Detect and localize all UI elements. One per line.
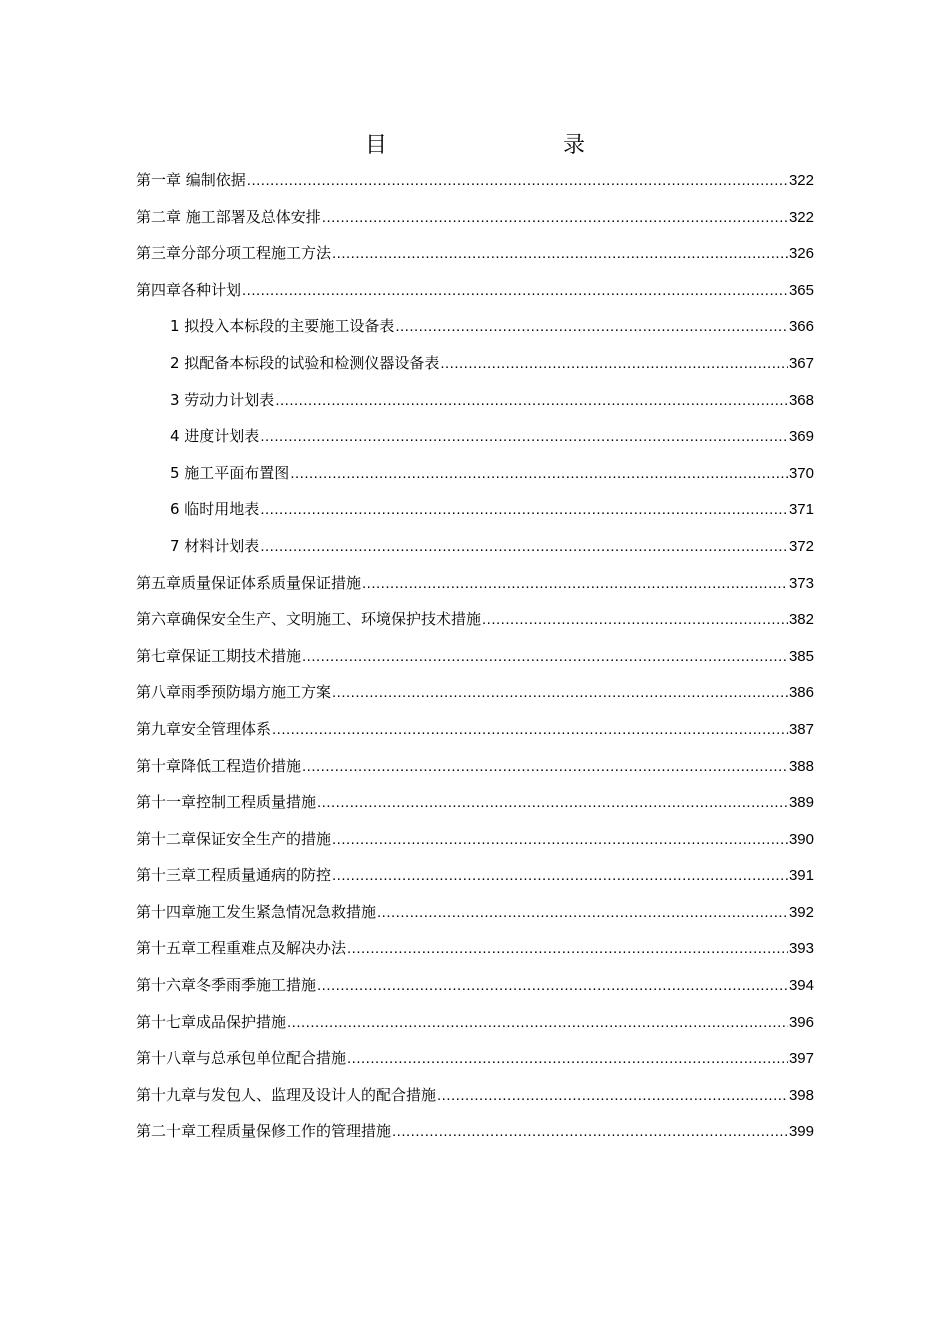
toc-entry-title: 第二十章工程质量保修工作的管理措施 <box>136 1122 392 1141</box>
toc-page-number: 368 <box>788 391 814 409</box>
toc-dot-leader <box>482 602 788 639</box>
toc-dot-leader <box>302 749 788 786</box>
toc-page-number: 388 <box>788 757 814 775</box>
toc-entry[interactable] <box>136 455 814 492</box>
toc-page-number: 365 <box>788 281 814 299</box>
toc-page-number: 387 <box>788 720 814 738</box>
toc-entry[interactable] <box>136 894 814 931</box>
toc-entry-title: 第十五章工程重难点及解决办法 <box>136 939 347 958</box>
toc-page-number: 371 <box>788 501 814 519</box>
toc-entry-title: 7 材料计划表 <box>170 536 260 555</box>
toc-entry[interactable] <box>136 1077 814 1114</box>
toc-dot-leader <box>317 785 788 822</box>
toc-entry-title: 6 临时用地表 <box>170 500 260 519</box>
toc-entry[interactable] <box>136 930 814 967</box>
toc-entry[interactable] <box>136 345 814 382</box>
toc-entry-title: 3 劳动力计划表 <box>170 390 275 409</box>
toc-entry-title: 5 施工平面布置图 <box>170 463 290 482</box>
toc-title: 目 录 <box>364 133 629 158</box>
toc-entry-title: 2 拟配备本标段的试验和检测仪器设备表 <box>170 353 440 372</box>
toc-entry-title: 第十九章与发包人、监理及设计人的配合措施 <box>136 1085 437 1104</box>
toc-dot-leader <box>302 639 788 676</box>
toc-page-number: 391 <box>788 867 814 885</box>
toc-dot-leader <box>260 492 788 529</box>
toc-list <box>136 162 814 1150</box>
toc-dot-leader <box>290 456 788 493</box>
toc-entry[interactable] <box>136 1004 814 1041</box>
toc-dot-leader <box>260 419 788 456</box>
toc-entry[interactable] <box>136 784 814 821</box>
toc-entry-title: 第十一章控制工程质量措施 <box>136 793 317 812</box>
toc-page-number: 394 <box>788 977 814 995</box>
toc-entry[interactable] <box>136 235 814 272</box>
toc-entry[interactable] <box>136 199 814 236</box>
toc-entry-title: 第十八章与总承包单位配合措施 <box>136 1049 347 1068</box>
toc-entry-title: 第十六章冬季雨季施工措施 <box>136 976 317 995</box>
toc-entry-title: 第八章雨季预防塌方施工方案 <box>136 683 332 702</box>
toc-entry-title: 第十章降低工程造价措施 <box>136 756 302 775</box>
toc-dot-leader <box>275 383 788 420</box>
toc-dot-leader <box>242 273 788 310</box>
toc-entry[interactable] <box>136 1040 814 1077</box>
toc-entry[interactable] <box>136 382 814 419</box>
toc-entry[interactable] <box>136 528 814 565</box>
toc-entry-title: 第四章各种计划 <box>136 280 242 299</box>
toc-entry[interactable] <box>136 491 814 528</box>
toc-page-number: 396 <box>788 1013 814 1031</box>
toc-dot-leader <box>287 1005 788 1042</box>
toc-page-number: 372 <box>788 537 814 555</box>
toc-page-number: 322 <box>788 172 814 189</box>
toc-page-number: 370 <box>788 464 814 482</box>
toc-entry-title: 第九章安全管理体系 <box>136 719 272 738</box>
toc-page-number: 390 <box>788 830 814 848</box>
toc-entry[interactable] <box>136 821 814 858</box>
toc-page-number: 392 <box>788 903 814 921</box>
toc-entry-title: 第三章分部分项工程施工方法 <box>136 244 332 263</box>
toc-page-number: 382 <box>788 611 814 629</box>
toc-entry[interactable] <box>136 565 814 602</box>
toc-entry[interactable] <box>136 674 814 711</box>
toc-entry-title: 4 进度计划表 <box>170 427 260 446</box>
toc-dot-leader <box>392 1114 788 1151</box>
toc-entry[interactable] <box>136 162 814 199</box>
toc-page-number: 369 <box>788 428 814 446</box>
toc-page-number: 385 <box>788 647 814 665</box>
toc-entry-title: 第二章 施工部署及总体安排 <box>136 207 321 226</box>
toc-page-number: 389 <box>788 794 814 812</box>
toc-entry[interactable] <box>136 638 814 675</box>
toc-entry-title: 第十四章施工发生紧急情况急救措施 <box>136 902 377 921</box>
toc-dot-leader <box>332 858 788 895</box>
toc-dot-leader <box>332 236 788 273</box>
toc-entry[interactable] <box>136 601 814 638</box>
toc-entry-title: 第五章质量保证体系质量保证措施 <box>136 573 362 592</box>
toc-dot-leader <box>362 566 788 603</box>
toc-dot-leader <box>272 712 788 749</box>
toc-page-number: 326 <box>788 245 814 263</box>
toc-dot-leader <box>377 895 788 932</box>
toc-entry[interactable] <box>136 857 814 894</box>
toc-entry[interactable] <box>136 967 814 1004</box>
toc-entry[interactable] <box>136 418 814 455</box>
toc-dot-leader <box>332 822 788 859</box>
toc-page-number: 398 <box>788 1086 814 1104</box>
toc-dot-leader <box>317 968 788 1005</box>
toc-entry-title: 1 拟投入本标段的主要施工设备表 <box>170 317 395 336</box>
toc-entry-title: 第一章 编制依据 <box>136 171 246 189</box>
toc-entry-title: 第十二章保证安全生产的措施 <box>136 829 332 848</box>
toc-page-number: 367 <box>788 354 814 372</box>
toc-page-number: 373 <box>788 574 814 592</box>
toc-dot-leader <box>347 1041 788 1078</box>
toc-entry[interactable] <box>136 272 814 309</box>
toc-page-number: 322 <box>788 208 814 226</box>
toc-entry-title: 第六章确保安全生产、文明施工、环境保护技术措施 <box>136 610 482 629</box>
toc-entry-title: 第十三章工程质量通病的防控 <box>136 866 332 885</box>
toc-entry[interactable] <box>136 1113 814 1150</box>
toc-dot-leader <box>260 529 788 566</box>
toc-page-number: 399 <box>788 1123 814 1141</box>
toc-entry[interactable] <box>136 308 814 345</box>
toc-entry[interactable] <box>136 748 814 785</box>
toc-dot-leader <box>347 931 788 968</box>
toc-dot-leader <box>440 346 788 383</box>
toc-dot-leader <box>322 200 788 237</box>
toc-entry-title: 第七章保证工期技术措施 <box>136 646 302 665</box>
toc-dot-leader <box>332 675 788 712</box>
toc-page-number: 397 <box>788 1050 814 1068</box>
toc-entry-title: 第十七章成品保护措施 <box>136 1012 287 1031</box>
toc-page-number: 393 <box>788 940 814 958</box>
toc-entry[interactable] <box>136 711 814 748</box>
toc-dot-leader <box>247 163 788 200</box>
toc-dot-leader <box>395 309 788 346</box>
toc-dot-leader <box>437 1078 788 1115</box>
toc-page-number: 366 <box>788 318 814 336</box>
toc-page-number: 386 <box>788 684 814 702</box>
